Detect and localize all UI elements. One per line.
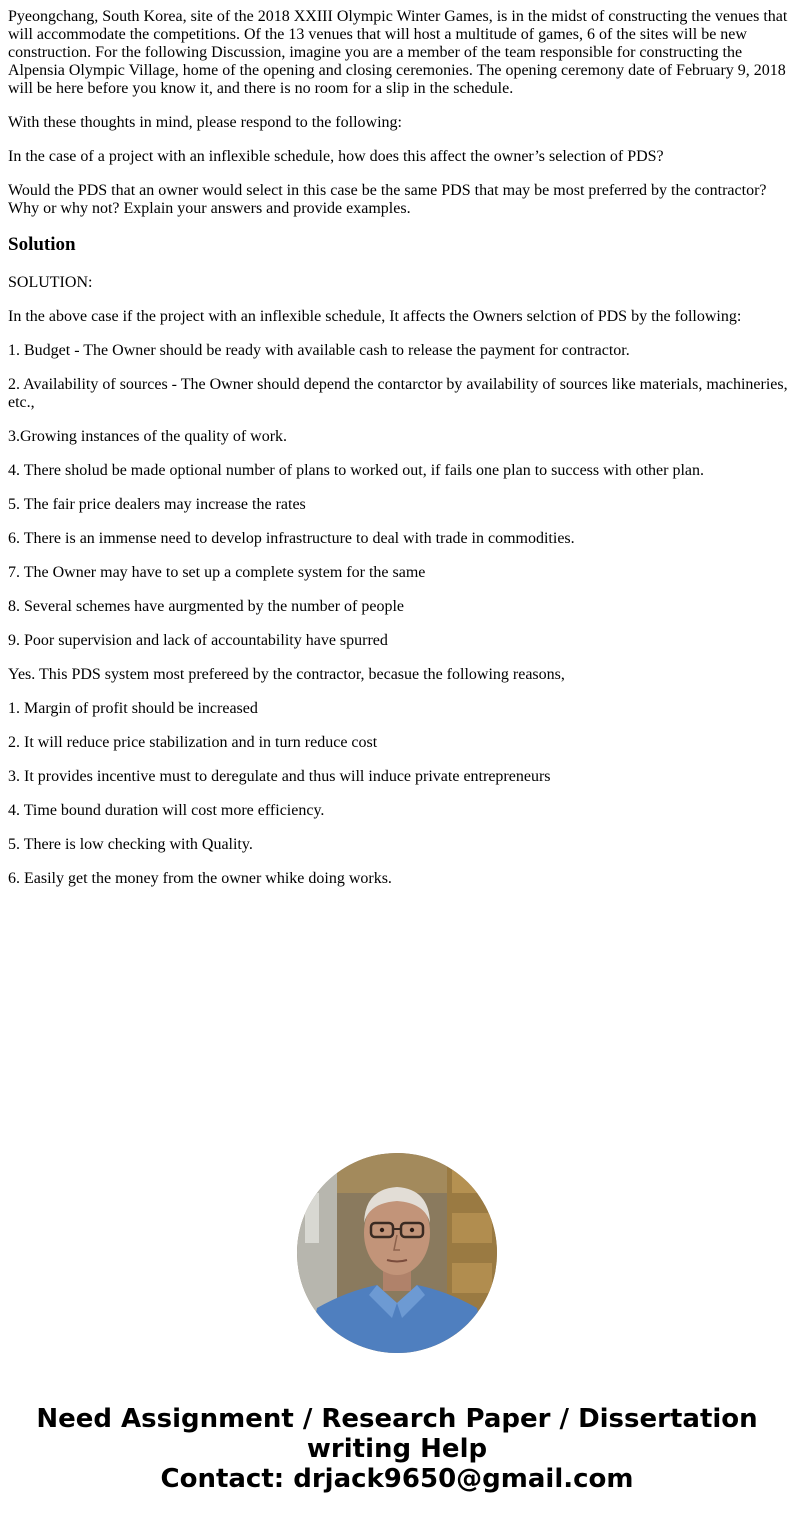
solution-heading: Solution <box>8 234 76 255</box>
contractor-point: 2. It will reduce price stabilization and in turn reduce cost <box>8 734 378 751</box>
owner-point: 8. Several schemes have aurgmented by the number of people <box>8 598 405 615</box>
owner-point: 5. The fair price dealers may increase the rates <box>8 496 306 513</box>
promo-banner <box>0 1404 794 1494</box>
contractor-point: 5. There is low checking with Quality. <box>8 836 253 853</box>
solution-label: SOLUTION: <box>8 274 93 291</box>
contractor-point: 3. It provides incentive must to deregulate and thus will induce private entrepreneurs <box>8 768 551 785</box>
owner-point: 6. There is an immense need to develop infrastructure to deal with trade in commodities. <box>8 530 575 547</box>
question-paragraph: Pyeongchang, South Korea, site of the 2018 XXIII Olympic Winter Games, is in the midst of constructing the venues that will accommodate the competitions. Of the 13 venues that will host a multitude of games, 6 of the sites will be new construction. For the following Discussion, imagine you are a member of the team responsible for constructing the Alpensia Olympic Village, home of the opening and closing ceremonies. The opening ceremony date of February 9, 2018 will be here before you know it, and there is no room for a slip in the schedule. <box>8 8 788 97</box>
contractor-point: 6. Easily get the money from the owner whike doing works. <box>8 870 392 887</box>
owner-point: 3.Growing instances of the quality of work. <box>8 428 288 445</box>
promo-line: Need Assignment / Research Paper / Dissertation <box>36 1404 758 1434</box>
question-paragraph: With these thoughts in mind, please respond to the following: <box>8 114 402 131</box>
solution-intro: In the above case if the project with an inflexible schedule, It affects the Owners selction of PDS by the following: <box>8 308 742 325</box>
owner-point: 1. Budget - The Owner should be ready with available cash to release the payment for contractor. <box>8 342 630 359</box>
contractor-intro: Yes. This PDS system most prefereed by the contractor, becasue the following reasons, <box>8 666 565 683</box>
article-content <box>8 8 788 904</box>
promo-line: writing Help <box>306 1434 488 1464</box>
contractor-point: 1. Margin of profit should be increased <box>8 700 258 717</box>
tutor-photo-image <box>297 1153 497 1353</box>
owner-point: 4. There sholud be made optional number of plans to worked out, if fails one plan to success with other plan. <box>8 462 704 479</box>
owner-point: 7. The Owner may have to set up a complete system for the same <box>8 564 426 581</box>
question-paragraph: Would the PDS that an owner would select in this case be the same PDS that may be most preferred by the contractor? Why or why not? Explain your answers and provide examples. <box>8 182 767 217</box>
promo-contact: Contact: drjack9650@gmail.com <box>160 1464 634 1494</box>
owner-point: 2. Availability of sources - The Owner should depend the contarctor by availability of sources like materials, machineries, etc., <box>8 376 788 411</box>
contractor-point: 4. Time bound duration will cost more efficiency. <box>8 802 325 819</box>
owner-point: 9. Poor supervision and lack of accountability have spurred <box>8 632 388 649</box>
avatar <box>297 1153 497 1353</box>
question-paragraph: In the case of a project with an inflexible schedule, how does this affect the owner’s selection of PDS? <box>8 148 664 165</box>
